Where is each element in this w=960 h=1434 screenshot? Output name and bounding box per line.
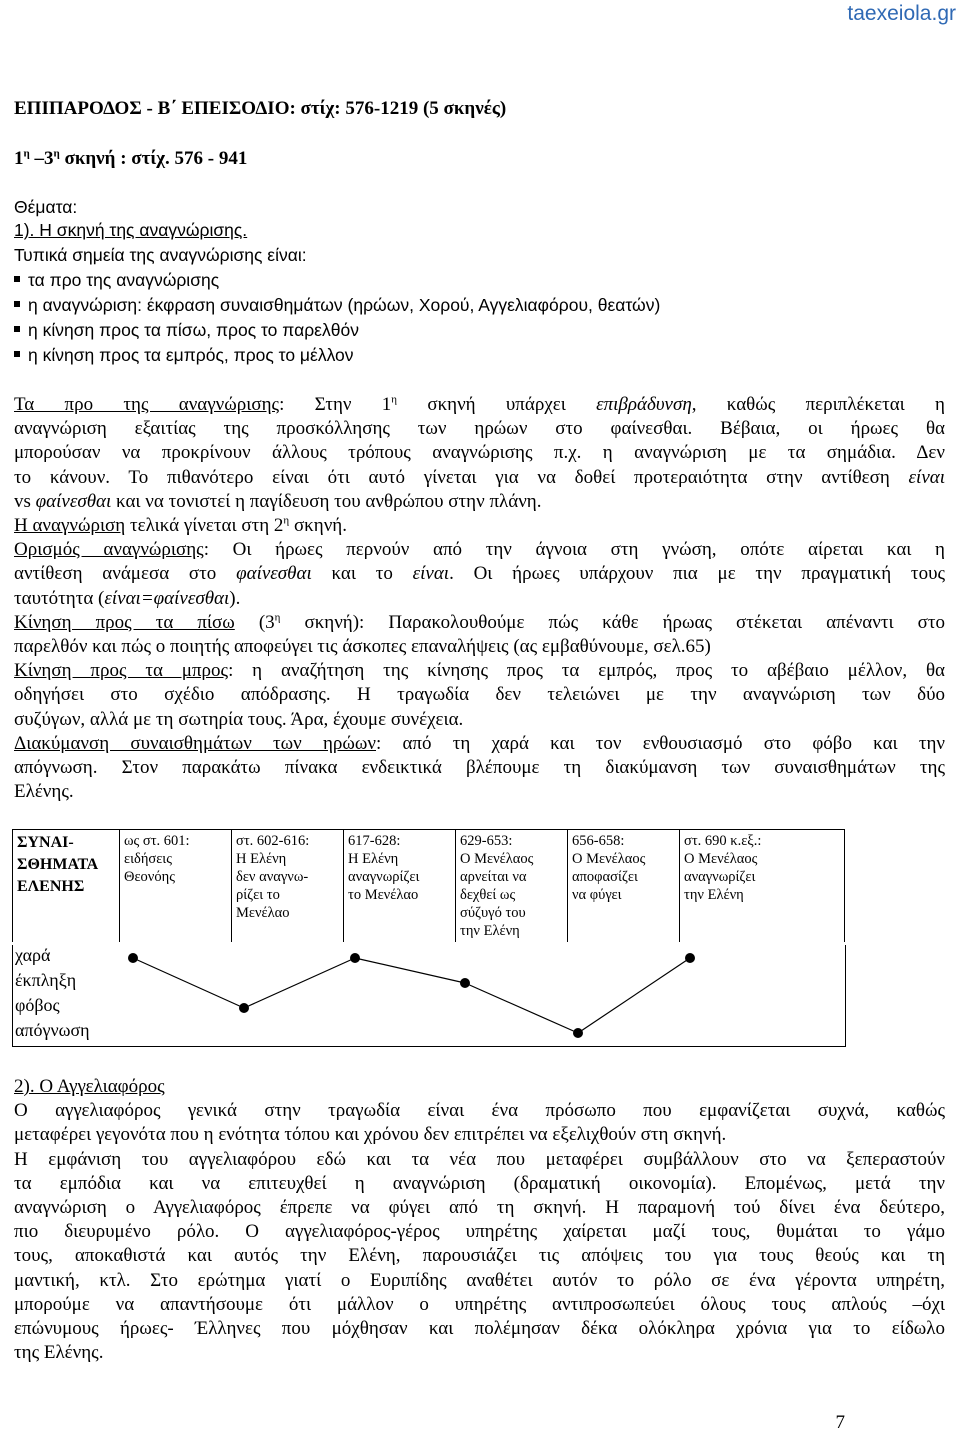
site-watermark: taexeiola.gr [847, 2, 956, 25]
bullet-item: η αναγνώριση: έκφραση συναισθημάτων (ηρώων, Χορού, Αγγελιαφόρου, θεατών) [14, 295, 660, 316]
paragraph-emotions: Διακύμανση συναισθημάτων των ηρώων: από τη χαρά και τον ενθουσιασμό στο φόβο και την [14, 732, 945, 754]
emotion-line [465, 983, 578, 1033]
bullet-item: η κίνηση προς τα πίσω, προς το παρελθόν [14, 320, 359, 341]
paragraph-forward: Κίνηση προς τα μπρος: η αναζήτηση της κίνησης προς τα εμπρός, προς το αβέβαιο μέλλον, θα [14, 660, 946, 682]
emotions-table [12, 829, 845, 942]
table-column-header: στ. 602-616: Η Ελένη δεν αναγνω- ρίζει το Μενέλαο [232, 830, 344, 943]
paragraph-backward: Κίνηση προς τα πίσω ($3^\eta$ σκηνή): Παρακολουθούμε πώς κάθε ήρωας στέκεται απέναντι στο [14, 611, 946, 633]
topic-1: 1). Η σκηνή της αναγνώρισης. [14, 220, 248, 240]
paragraph-definition: Ορισμός αναγνώρισης: Οι ήρωες περνούν από την άγνοια στη γνώση, οπότε αίρεται και η [14, 539, 945, 561]
paragraph-pre-recognition: Τα προ της αναγνώρισης: Στην $1^\eta$ σκηνή υπάρχει επιβράδυνση, καθώς περιπλέκεται η αναγνώριση εξαιτίας της προσκόλλησης των ηρώων στο φαίνεσθαι. Βέβαια, οι ήρωες θα μπορούσαν να προκρίνουν άλλους τρόπους αναγνώρισης π.χ. η αναγνώριση με τα σημάδια. Δεν το κάνουν. Το πιθανότερο είναι ότι αυτό γίνεται για να δοθεί προτεραιότητα στην αντίθεση είναι vs φαίνεσθαι και να τονιστεί η παγίδευση του ανθρώπου στην πλάνη. Η αναγνώριση τελικά γίνεται στη $2^\eta$ σκηνή. Ορισμός αναγνώρισης: Οι ήρωες περνούν από την άγνοια στη γνώση, οπότε αίρεται και η αντίθεση ανάμεσα στο φαίνεσθαι και το είναι. Οι ήρωες υπάρχουν πια με την πραγματική τους ταυτότητα (είναι=φαίνεσθαι). Κίνηση προς τα πίσω ($3^\eta$ σκηνή): Παρακολουθούμε πώς κάθε ήρωας στέκεται απέναντι στο παρελθόν και πώς ο ποιητής αποφεύγει τις άσκοπες επαναλήψεις (ας εμβαθύνουμε, σελ.65) Κίνηση προς τα μπρος: η αναζήτηση της κίνησης προς τα εμπρός, προς το αβέβαιο μέλλον, θα οδηγήσει στο σχέδιο απόδρασης. Η τραγωδία δεν τελειώνει με την αναγνώριση των δύο συζύγων, αλλά με τη σωτηρία τους. Άρα, έχουμε συνέχεια. Διακύμανση συναισθημάτων των ηρώων: από τη χαρά και τον ενθουσιασμό στο φόβο και την απόγνωση. Στον παρακάτω πίνακα ενδεικτικά βλέπουμε τη διακύμανση των συναισθημάτων της Ελένης. [14, 393, 946, 803]
table-column-header: στ. 690 κ.εξ.: Ο Μενέλαος αναγνωρίζει την Ελένη [680, 830, 845, 943]
table-column-header: 629-653: Ο Μενέλαος αρνείται να δεχθεί ως σύζυγό του την Ελένη [456, 830, 568, 943]
section-messenger: 2). Ο Αγγελιαφόρος Ο αγγελιαφόρος γενικά στην τραγωδία είναι ένα πρόσωπο που εμφανίζεται συχνά, καθώς μεταφέρει γεγονότα που η ενότητα τόπου και χρόνου δεν επιτρέπει να εξελιχθούν στη σκηνή. Η εμφάνιση του αγγελιαφόρου εδώ και τα νέα που μεταφέρει συμβάλλουν στο να ξεπεραστούν τα εμπόδια και να επιτευχθεί η αναγνώριση (δραματική οικονομία). Επομένως, μετά την αναγνώριση ο Αγγελιαφόρος έπρεπε να φύγει από τη σκηνή. Η παραμονή τού δίνει ένα δεύτερο, πιο διευρυμένο ρόλο. Ο αγγελιαφόρος-γέρος υπηρέτης χαίρεται μαζί τους, θυμάται το γάμο τους, αποκαθιστά και αυτός την Ελένη, παρουσιάζει τις απόψεις του για τους θεούς και τη μαντική, κτλ. Στο ερώτημα γιατί ο Ευριπίδης αναθέτει αυτόν το ρόλο σε ένα γέροντα υπηρέτη, μπορούμε να απαντήσουμε ότι μάλλον ο υπηρέτης αντιπροσωπεύει όλους τους απλούς –όχι επώνυμους ήρωες- Έλληνες που μόχθησαν και πολέμησαν δέκα ολόκληρα χρόνια για το είδωλο της Ελένης. [14, 1076, 945, 1364]
section-heading: ΕΠΙΠΑΡΟΔΟΣ - Β΄ ΕΠΕΙΣΟΔΙΟ: στίχ: 576-1219 (5 σκηνές) [14, 98, 507, 119]
emotion-label: απόγνωση [15, 1020, 90, 1040]
emotion-label: χαρά [15, 945, 51, 965]
bullet-item: η κίνηση προς τα εμπρός, προς το μέλλον [14, 345, 354, 366]
emotion-line [244, 958, 355, 1008]
emotion-dot [350, 953, 360, 963]
table-column-header: 656-658: Ο Μενέλαος αποφασίζει να φύγει [568, 830, 680, 943]
emotion-label: φόβος [15, 995, 60, 1015]
topics-label: Θέματα: [14, 197, 78, 217]
page-number: 7 [835, 1412, 845, 1433]
emotion-line [133, 958, 244, 1008]
emotion-dot [128, 953, 138, 963]
emotion-dot [573, 1028, 583, 1038]
typical-intro: Τυπικά σημεία της αναγνώρισης είναι: [14, 245, 307, 265]
table-column-header: 617-628: Η Ελένη αναγνωρίζει το Μενέλαο [344, 830, 456, 943]
emotion-dot [239, 1003, 249, 1013]
table-header-cell: ΣΥΝΑΙ-ΣΘΗΜΑΤΑ ΕΛΕΝΗΣ [13, 830, 120, 943]
emotion-lines [12, 945, 852, 1050]
emotion-dot [460, 978, 470, 988]
emotion-dot [685, 953, 695, 963]
paragraph-recognition: Η αναγνώριση τελικά γίνεται στη $2^\eta$ σκηνή. [14, 514, 347, 537]
bullet-item: τα προ της αναγνώρισης [14, 270, 219, 291]
table-column-header: ως στ. 601: ειδήσεις Θεονόης [120, 830, 232, 943]
scene-heading: $1^\eta$ $-3^\eta$ σκηνή : στίχ. 576 - 941 [14, 147, 248, 169]
emotion-label: έκπληξη [15, 970, 77, 990]
emotion-line [355, 958, 465, 983]
emotion-line [578, 958, 690, 1033]
